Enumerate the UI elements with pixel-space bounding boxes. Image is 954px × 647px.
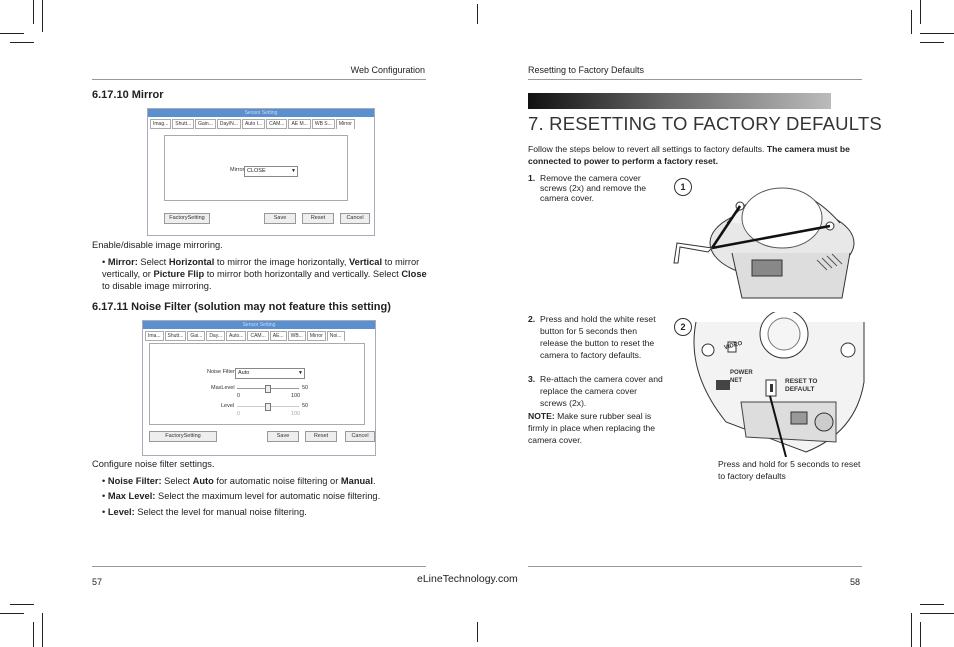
range-max: 100	[291, 393, 301, 399]
tab[interactable]: CAM...	[247, 331, 268, 341]
bullet-label: Max Level:	[107, 491, 156, 501]
level-bullet	[102, 506, 432, 518]
bullet-bold: Vertical	[348, 257, 383, 267]
tab-mirror[interactable]: Mirror	[336, 119, 355, 129]
step-text: Remove the camera cover screws (2x) and remove the camera cover.	[540, 173, 647, 203]
crop-mark	[0, 33, 24, 34]
reset-to-label: RESET TO	[785, 378, 818, 385]
bullet-text: to mirror vertically, or	[102, 257, 420, 279]
figure-caption: Press and hold for 5 seconds to reset to factory defaults	[718, 459, 861, 481]
bullet-text: to mirror both horizontally and vertically. Select	[204, 269, 402, 279]
range-max: 100	[291, 411, 301, 417]
mirror-label: Mirror	[230, 167, 245, 173]
tab[interactable]: WB...	[288, 331, 306, 341]
mirror-bullet	[102, 256, 432, 292]
tab-strip	[143, 329, 375, 341]
tab[interactable]: Gai...	[187, 331, 205, 341]
settings-panel	[149, 343, 365, 425]
maxlevel-slider[interactable]	[237, 388, 299, 389]
crop-mark	[920, 33, 954, 34]
bullet-text: for automatic noise filtering or	[213, 476, 341, 486]
bullet-dot: •	[102, 491, 106, 501]
chevron-down-icon: ▼	[298, 370, 303, 376]
maxlevel-bullet	[102, 490, 432, 502]
tab[interactable]: AE M...	[288, 119, 310, 129]
mirror-intro: Enable/disable image mirroring.	[92, 240, 223, 250]
level-label: Level	[221, 403, 235, 409]
range-min: 0	[237, 411, 241, 417]
mirror-select[interactable]	[244, 166, 298, 177]
tab[interactable]: CAM...	[266, 119, 287, 129]
right-page-header: Resetting to Factory Defaults	[528, 65, 645, 75]
right-page-number: 58	[850, 577, 861, 587]
power-label: POWER	[730, 370, 753, 376]
noise-intro: Configure noise filter settings.	[92, 459, 215, 469]
window-title: Sensor Setting	[143, 321, 375, 329]
bullet-dot: •	[102, 476, 106, 486]
bullet-bold: Horizontal	[168, 257, 215, 267]
reset-button-figure	[686, 312, 866, 457]
tab[interactable]: Shutt...	[172, 119, 194, 129]
bullet-label: Level:	[107, 507, 135, 517]
step-3	[528, 373, 668, 409]
save-button[interactable]: Save	[267, 431, 299, 442]
level-slider[interactable]	[237, 406, 299, 407]
crop-mark	[477, 4, 478, 24]
crop-mark	[920, 613, 954, 614]
crop-mark	[477, 622, 478, 642]
tab[interactable]: Auto...	[226, 331, 246, 341]
bullet-bold: Auto	[192, 476, 214, 486]
noise-settings-screenshot	[142, 320, 376, 456]
reset-intro	[528, 143, 864, 167]
noise-filter-label: Noise Filter	[207, 369, 235, 375]
bullet-text: Select	[137, 257, 169, 267]
crop-mark	[920, 0, 921, 24]
step-number: 2.	[528, 314, 536, 324]
cancel-button[interactable]: Cancel	[340, 213, 370, 224]
bullet-text: .	[372, 476, 376, 486]
step-1	[528, 173, 668, 203]
bullet-text: to disable image mirroring.	[102, 281, 212, 291]
tab[interactable]: AE...	[270, 331, 287, 341]
tab[interactable]: Gain...	[195, 119, 216, 129]
level-value: 50	[302, 403, 309, 409]
slider-knob[interactable]	[265, 385, 271, 393]
tab[interactable]: Imag...	[150, 119, 171, 129]
left-page-number: 57	[92, 577, 103, 587]
maxlevel-label: MaxLevel	[211, 385, 235, 391]
noise-bullet	[102, 475, 432, 487]
tab[interactable]: WB S...	[312, 119, 335, 129]
crop-mark	[42, 613, 43, 647]
bullet-dot: •	[102, 257, 106, 267]
title-gradient-bar	[528, 93, 831, 109]
crop-mark	[911, 613, 912, 647]
note-label: NOTE:	[528, 411, 555, 421]
bullet-label: Mirror:	[107, 257, 138, 267]
step-2	[528, 313, 668, 361]
noise-section-title: 6.17.11 Noise Filter (solution may not feature this setting)	[92, 301, 391, 313]
bullet-label: Noise Filter:	[107, 476, 162, 486]
mirror-select-value: CLOSE	[247, 168, 266, 174]
bullet-text: Select the level for manual noise filtering.	[134, 507, 307, 517]
chapter-title: 7. RESETTING TO FACTORY DEFAULTS	[528, 113, 882, 134]
tab[interactable]: Day/N...	[217, 119, 241, 129]
reset-button[interactable]: Reset	[305, 431, 337, 442]
crop-mark	[33, 0, 34, 24]
right-footer-rule	[528, 566, 862, 567]
reset-button[interactable]: Reset	[302, 213, 334, 224]
net-label: NET	[730, 378, 742, 384]
intro-text: Follow the steps below to revert all settings to factory defaults.	[528, 144, 767, 154]
save-button[interactable]: Save	[264, 213, 296, 224]
footer-website: eLineTechnology.com	[417, 573, 518, 585]
step-number: 3.	[528, 374, 536, 384]
left-page-header: Web Configuration	[350, 65, 425, 75]
mirror-settings-screenshot	[147, 108, 375, 236]
intro-bold: The camera must be connected to power to perform a factory reset.	[528, 144, 850, 166]
crop-mark	[920, 622, 921, 647]
window-title: Sensor Setting	[148, 109, 374, 117]
default-label: DEFAULT	[785, 386, 815, 393]
maxlevel-value: 50	[302, 385, 309, 391]
left-footer-rule	[92, 566, 426, 567]
crop-mark	[911, 10, 912, 34]
camera-cover-figure	[672, 168, 862, 308]
noise-filter-value: Auto	[238, 370, 250, 376]
left-header-rule	[92, 79, 426, 80]
tab-noise[interactable]: Noi...	[327, 331, 345, 341]
step-number: 1.	[528, 173, 536, 183]
range-min: 0	[237, 393, 241, 399]
bullet-text: Select the maximum level for automatic noise filtering.	[155, 491, 381, 501]
tab[interactable]: Day...	[206, 331, 225, 341]
tab-strip	[148, 117, 374, 129]
figure-1-badge: 1	[674, 178, 692, 196]
crop-mark	[33, 622, 34, 647]
tab[interactable]: Shutt...	[165, 331, 187, 341]
bullet-bold: Picture Flip	[153, 269, 205, 279]
cancel-button[interactable]: Cancel	[345, 431, 375, 442]
bullet-bold: Manual	[340, 476, 373, 486]
crop-mark	[10, 604, 34, 605]
step-text: Press and hold the white reset button for 5 seconds then release the button to reset the camera to factory defaults.	[540, 314, 656, 360]
crop-mark	[920, 42, 944, 43]
right-header-rule	[528, 79, 862, 80]
chevron-down-icon: ▼	[291, 168, 296, 174]
bullet-text: Select	[161, 476, 193, 486]
tab[interactable]: Auto I...	[242, 119, 265, 129]
video-label: VIDEO	[723, 340, 744, 352]
step-text: Re-attach the camera cover and replace the camera cover screws (2x).	[540, 374, 663, 408]
tab[interactable]: Ima...	[145, 331, 164, 341]
crop-mark	[10, 42, 34, 43]
crop-mark	[0, 613, 24, 614]
slider-knob[interactable]	[265, 403, 271, 411]
crop-mark	[42, 0, 43, 32]
tab[interactable]: Mirror	[307, 331, 326, 341]
mirror-section-title: 6.17.10 Mirror	[92, 89, 164, 101]
note-text: Make sure rubber seal is firmly in place when replacing the camera cover.	[528, 411, 656, 445]
note	[528, 410, 668, 446]
bullet-dot: •	[102, 507, 106, 517]
crop-mark	[920, 604, 944, 605]
noise-filter-select[interactable]	[235, 368, 305, 379]
factory-setting-button[interactable]: FactorySetting	[164, 213, 210, 224]
bullet-text: to mirror the image horizontally,	[214, 257, 349, 267]
bullet-bold: Close	[401, 269, 427, 279]
figure-2-badge: 2	[674, 318, 692, 336]
factory-setting-button[interactable]: FactorySetting	[149, 431, 217, 442]
